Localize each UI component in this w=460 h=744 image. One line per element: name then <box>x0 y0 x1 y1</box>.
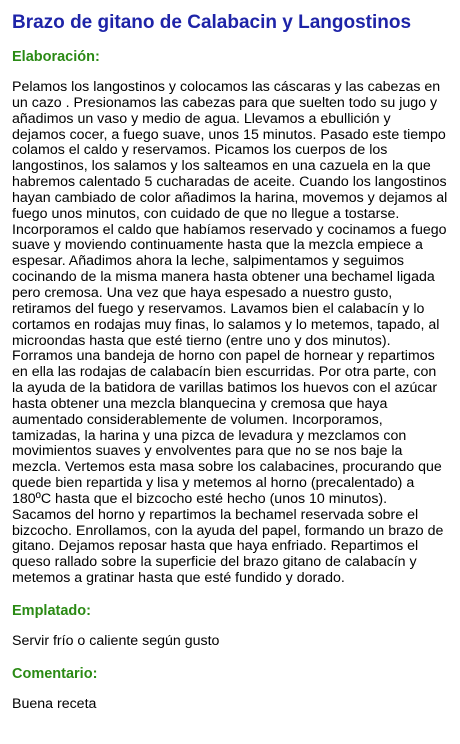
elaboracion-heading: Elaboración: <box>12 49 100 65</box>
recipe-title: Brazo de gitano de Calabacin y Langostinos <box>12 12 412 33</box>
emplatado-heading: Emplatado: <box>12 603 91 619</box>
comentario-text: Buena receta <box>12 695 97 712</box>
section-comentario <box>12 665 448 713</box>
section-elaboracion <box>12 48 448 587</box>
comentario-heading: Comentario: <box>12 665 98 682</box>
emplatado-text: Servir frío o caliente según gusto <box>12 633 220 649</box>
elaboracion-text: Pelamos los langostinos y colocamos las cáscaras y las cabezas en un cazo . Presionamos las cabezas para que suelten todo su jugo y añadimos un vaso y medio de agua. Llevamos a ebullición y dejamos cocer, a fuego suave, unos 15 minutos. Pasado este tiempo colamos el caldo y reservamos. Picamos los cuerpos de los langostinos, los salamos y los salteamos en una cazuela en la que habremos calentado 5 cucharadas de aceite. Cuando los langostinos hayan cambiado de color añadimos la harina, movemos y dejamos al fuego unos minutos, con cuidado de que no llegue a tostarse. Incorporamos el caldo que habíamos reservado y cocinamos a fuego suave y moviendo continuamente hasta que la mezcla empiece a espesar. Añadimos ahora la leche, salpimentamos y seguimos cocinando de la misma manera hasta obtener una bechamel ligada pero cremosa. Una vez que haya espesado a nuestro gusto, retiramos del fuego y reservamos. Lavamos bien el calabacín y lo cortamos en rodajas muy finas, lo salamos y lo metemos, tapado, al microondas hasta que esté tierno (entre uno y dos minutos). Forramos una bandeja de horno con papel de hornear y repartimos en ella las rodajas de calabacín bien escurridas. Por otra parte, con la ayuda de la batidora de varillas batimos los huevos con el azúcar hasta obtener una mezcla blanquecina y cremosa que haya aumentado considerablemente de volumen. Incorporamos, tamizadas, la harina y una pizca de levadura y mezclamos con movimientos suaves y envolventes para que no se nos baje la mezcla. Vertemos esta masa sobre los calabacines, procurando que quede bien repartida y lisa y metemos al horno (precalentado) a 180ºC hasta que el bizcocho esté hecho (unos 10 minutos). Sacamos del horno y repartimos la bechamel reservada sobre el bizcocho. Enrollamos, con la ayuda del papel, formando un brazo de gitano. Dejamos reposar hasta que haya enfriado. Repartimos el queso rallado sobre la superficie del brazo gitano de calabacín y metemos a gratinar hasta que esté fundido y dorado. <box>12 79 448 587</box>
section-emplatado <box>12 602 448 650</box>
